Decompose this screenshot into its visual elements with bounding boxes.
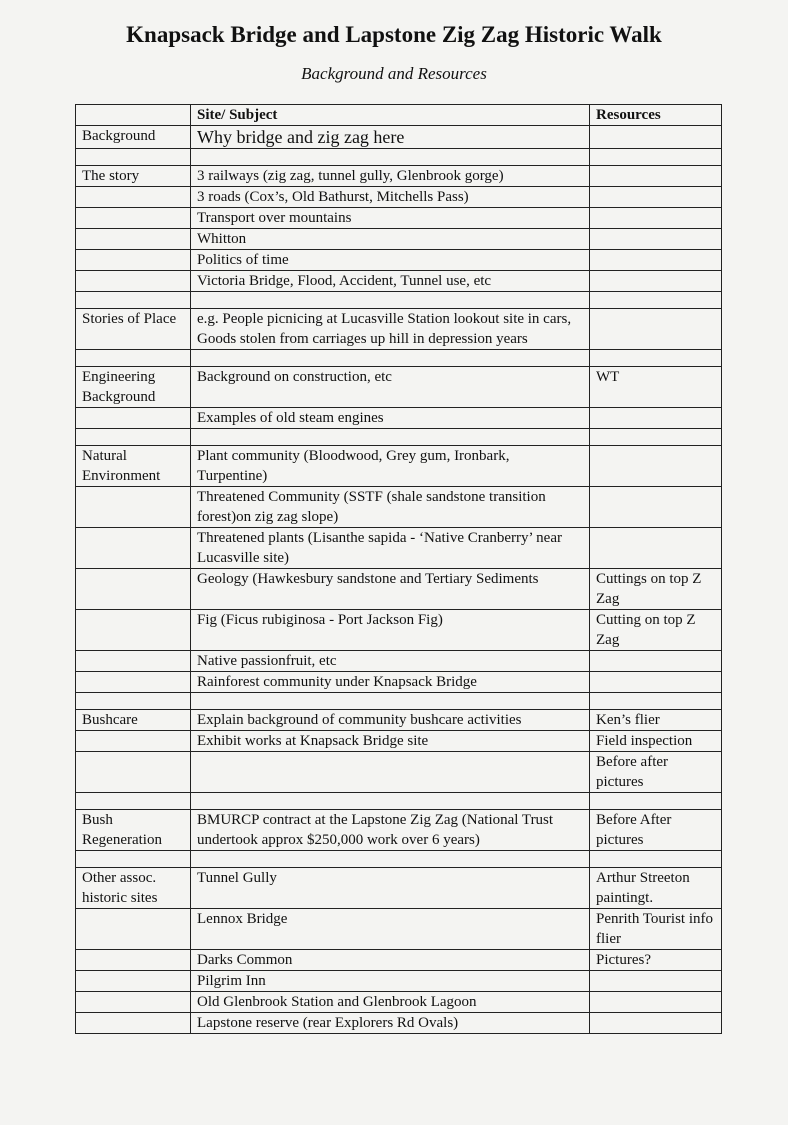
category-cell: The story (76, 166, 191, 187)
category-cell (76, 208, 191, 229)
site-cell: Exhibit works at Knapsack Bridge site (191, 731, 590, 752)
site-cell: Pilgrim Inn (191, 971, 590, 992)
site-cell: Old Glenbrook Station and Glenbrook Lagoon (191, 992, 590, 1013)
resources-cell (590, 208, 722, 229)
document-title: Knapsack Bridge and Lapstone Zig Zag Historic Walk (126, 22, 662, 47)
site-cell: Lennox Bridge (191, 909, 590, 950)
resources-cell (590, 229, 722, 250)
category-cell: Engineering Background (76, 367, 191, 408)
category-cell (76, 487, 191, 528)
table-row (76, 250, 722, 271)
site-cell (191, 350, 590, 367)
site-cell (191, 292, 590, 309)
resources-cell (590, 1013, 722, 1034)
site-cell: Geology (Hawkesbury sandstone and Tertiary Sediments (191, 569, 590, 610)
category-cell (76, 909, 191, 950)
table-row (76, 350, 722, 367)
table-row (76, 446, 722, 487)
category-cell (76, 950, 191, 971)
resources-cell: Before after pictures (590, 752, 722, 793)
table-row (76, 793, 722, 810)
resources-cell: Arthur Streeton paintingt. (590, 868, 722, 909)
resources-cell (590, 446, 722, 487)
table-row (76, 367, 722, 408)
category-cell: Stories of Place (76, 309, 191, 350)
table-row (76, 126, 722, 149)
table-header-row (76, 105, 722, 126)
resources-cell (590, 126, 722, 149)
resources-cell (590, 350, 722, 367)
category-cell: Other assoc. historic sites (76, 868, 191, 909)
site-cell: Threatened Community (SSTF (shale sandstone transition forest)on zig zag slope) (191, 487, 590, 528)
resources-cell (590, 271, 722, 292)
table-row (76, 429, 722, 446)
site-cell: Fig (Ficus rubiginosa - Port Jackson Fig) (191, 610, 590, 651)
site-cell: Examples of old steam engines (191, 408, 590, 429)
resources-cell (590, 971, 722, 992)
resources-cell: Ken’s flier (590, 710, 722, 731)
header-resources: Resources (590, 105, 722, 126)
category-cell (76, 731, 191, 752)
resources-cell (590, 851, 722, 868)
table-row (76, 693, 722, 710)
site-cell: Darks Common (191, 950, 590, 971)
category-cell (76, 992, 191, 1013)
category-cell (76, 851, 191, 868)
site-cell (191, 149, 590, 166)
table-row (76, 752, 722, 793)
table-row (76, 408, 722, 429)
category-cell (76, 793, 191, 810)
site-cell: Victoria Bridge, Flood, Accident, Tunnel use, etc (191, 271, 590, 292)
resources-cell (590, 408, 722, 429)
site-cell: e.g. People picnicing at Lucasville Station lookout site in cars, Goods stolen from carriages up hill in depression years (191, 309, 590, 350)
table-row (76, 166, 722, 187)
category-cell (76, 651, 191, 672)
resources-cell (590, 292, 722, 309)
table-row (76, 187, 722, 208)
resources-cell: Penrith Tourist info flier (590, 909, 722, 950)
site-cell: Rainforest community under Knapsack Bridge (191, 672, 590, 693)
resources-cell (590, 528, 722, 569)
document-subtitle: Background and Resources (301, 64, 487, 83)
site-cell (191, 793, 590, 810)
category-cell (76, 528, 191, 569)
resources-cell (590, 149, 722, 166)
category-cell (76, 752, 191, 793)
resources-cell (590, 693, 722, 710)
table-row (76, 651, 722, 672)
table-row (76, 710, 722, 731)
resources-cell (590, 187, 722, 208)
site-cell: Background on construction, etc (191, 367, 590, 408)
category-cell (76, 429, 191, 446)
resources-cell (590, 992, 722, 1013)
walk-table (75, 104, 722, 1034)
category-cell (76, 610, 191, 651)
table-row (76, 271, 722, 292)
category-cell (76, 292, 191, 309)
resources-cell: Field inspection (590, 731, 722, 752)
table-row (76, 569, 722, 610)
site-cell: 3 roads (Cox’s, Old Bathurst, Mitchells Pass) (191, 187, 590, 208)
site-cell: Plant community (Bloodwood, Grey gum, Ironbark, Turpentine) (191, 446, 590, 487)
site-cell: Politics of time (191, 250, 590, 271)
site-cell (191, 429, 590, 446)
table-row (76, 868, 722, 909)
category-cell: Bushcare (76, 710, 191, 731)
site-cell (191, 851, 590, 868)
table-row (76, 672, 722, 693)
category-cell (76, 229, 191, 250)
site-cell: Tunnel Gully (191, 868, 590, 909)
table-row (76, 851, 722, 868)
site-cell: Whitton (191, 229, 590, 250)
resources-cell: Before After pictures (590, 810, 722, 851)
resources-cell (590, 250, 722, 271)
resources-cell (590, 429, 722, 446)
category-cell (76, 271, 191, 292)
table-row (76, 1013, 722, 1034)
category-cell (76, 569, 191, 610)
table-row (76, 487, 722, 528)
category-cell (76, 971, 191, 992)
site-cell: BMURCP contract at the Lapstone Zig Zag (National Trust undertook approx $250,000 work over 6 years) (191, 810, 590, 851)
resources-cell: Pictures? (590, 950, 722, 971)
table-row (76, 292, 722, 309)
table-body (76, 126, 722, 1034)
category-cell (76, 350, 191, 367)
site-cell: Explain background of community bushcare activities (191, 710, 590, 731)
category-cell: Natural Environment (76, 446, 191, 487)
category-cell (76, 672, 191, 693)
site-cell: Threatened plants (Lisanthe sapida - ‘Native Cranberry’ near Lucasville site) (191, 528, 590, 569)
resources-cell (590, 672, 722, 693)
resources-cell: Cutting on top Z Zag (590, 610, 722, 651)
resources-cell: WT (590, 367, 722, 408)
resources-cell (590, 309, 722, 350)
header-site-subject: Site/ Subject (191, 105, 590, 126)
table-row (76, 810, 722, 851)
table-row (76, 992, 722, 1013)
resources-cell (590, 793, 722, 810)
resources-cell (590, 166, 722, 187)
site-cell (191, 693, 590, 710)
table-row (76, 149, 722, 166)
site-cell: Native passionfruit, etc (191, 651, 590, 672)
resources-cell (590, 487, 722, 528)
table-row (76, 229, 722, 250)
resources-cell (590, 651, 722, 672)
category-cell (76, 250, 191, 271)
category-cell (76, 1013, 191, 1034)
site-cell (191, 752, 590, 793)
table-row (76, 950, 722, 971)
table-row (76, 309, 722, 350)
table-row (76, 610, 722, 651)
table-row (76, 208, 722, 229)
header-category (76, 105, 191, 126)
table-row (76, 971, 722, 992)
site-cell: Why bridge and zig zag here (191, 126, 590, 149)
site-cell: Lapstone reserve (rear Explorers Rd Ovals) (191, 1013, 590, 1034)
category-cell (76, 149, 191, 166)
table-row (76, 909, 722, 950)
category-cell (76, 693, 191, 710)
category-cell (76, 187, 191, 208)
category-cell: Bush Regeneration (76, 810, 191, 851)
table-row (76, 731, 722, 752)
resources-cell: Cuttings on top Z Zag (590, 569, 722, 610)
category-cell (76, 408, 191, 429)
category-cell: Background (76, 126, 191, 149)
site-cell: 3 railways (zig zag, tunnel gully, Glenbrook gorge) (191, 166, 590, 187)
site-cell: Transport over mountains (191, 208, 590, 229)
table-row (76, 528, 722, 569)
